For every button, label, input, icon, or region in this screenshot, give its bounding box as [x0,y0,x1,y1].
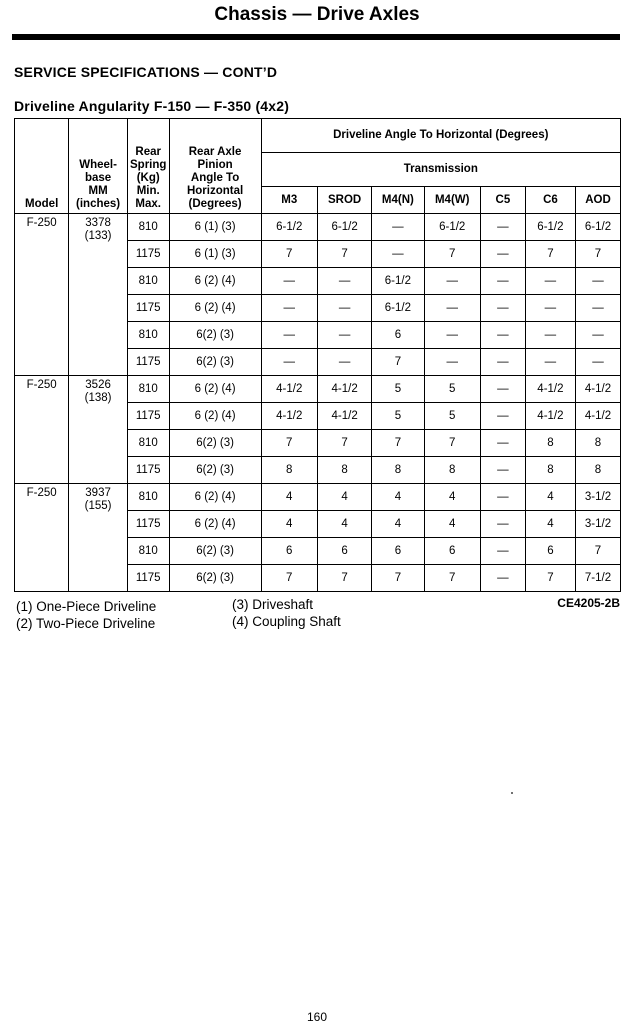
angle-cell: 7 [261,430,317,457]
spring-cell: 810 [127,376,169,403]
angle-cell: — [480,565,525,592]
angle-cell: 4-1/2 [261,403,317,430]
angle-cell: 4-1/2 [575,376,620,403]
pinion-angle-cell: 6(2) (3) [169,430,261,457]
col-header-trans-0: M3 [261,187,317,214]
angle-cell: 5 [372,376,424,403]
angle-cell: 3-1/2 [575,484,620,511]
angle-cell: 8 [424,457,480,484]
angle-cell: — [575,349,620,376]
angle-cell: — [480,295,525,322]
col-header-pinion-angle: Rear Axle Pinion Angle To Horizontal (Degrees) [169,119,261,214]
angle-cell: 8 [575,457,620,484]
pinion-angle-cell: 6 (2) (4) [169,484,261,511]
angle-cell: — [261,295,317,322]
angle-cell: 6-1/2 [372,268,424,295]
angle-cell: 7 [424,241,480,268]
pinion-angle-cell: 6(2) (3) [169,457,261,484]
pinion-angle-cell: 6 (2) (4) [169,511,261,538]
angle-cell: — [575,268,620,295]
spring-cell: 810 [127,214,169,241]
angle-cell: 7 [261,565,317,592]
col-header-wheelbase: Wheel- base MM (inches) [69,119,128,214]
wheelbase-cell [69,484,128,592]
footnote-2: (2) Two-Piece Driveline [16,616,156,631]
angle-cell: 4-1/2 [317,403,371,430]
spring-cell: 810 [127,430,169,457]
angle-cell: — [480,430,525,457]
angle-cell: — [525,349,575,376]
angle-cell: 7 [372,430,424,457]
table-row [15,376,621,403]
wheelbase-inches: (155) [84,500,112,512]
angle-cell: — [261,349,317,376]
col-header-trans-2: M4(N) [372,187,424,214]
angle-cell: 5 [424,376,480,403]
angle-cell: — [480,457,525,484]
wheelbase-cell [69,376,128,484]
angle-cell: 7 [372,565,424,592]
pinion-angle-cell: 6 (2) (4) [169,268,261,295]
angle-cell: 4 [424,484,480,511]
wheelbase-inches: (133) [84,230,112,242]
col-header-trans-3: M4(W) [424,187,480,214]
angle-cell: 7 [424,565,480,592]
angle-cell: 6-1/2 [317,214,371,241]
spring-cell: 1175 [127,295,169,322]
angle-cell: 8 [575,430,620,457]
pinion-angle-cell: 6 (1) (3) [169,214,261,241]
footnote-1: (1) One-Piece Driveline [16,599,157,614]
angle-cell: 8 [261,457,317,484]
angle-cell: 6-1/2 [525,214,575,241]
angle-cell: — [424,268,480,295]
angle-cell: 6 [261,538,317,565]
wheelbase-inches: (138) [84,392,112,404]
section-title: SERVICE SPECIFICATIONS — CONT’D [14,64,278,80]
page-title: Chassis — Drive Axles [214,4,420,25]
col-header-trans-5: C6 [525,187,575,214]
angle-cell: 4-1/2 [525,376,575,403]
footnotes-middle [232,596,341,630]
col-header-trans-6: AOD [575,187,620,214]
angle-cell: 6 [372,538,424,565]
footnotes-left [16,598,156,632]
model-cell: F-250 [15,484,69,592]
figure-code: CE4205-2B [557,596,620,610]
angle-cell: — [317,322,371,349]
angle-cell: — [575,322,620,349]
angle-cell: — [261,268,317,295]
pinion-angle-cell: 6(2) (3) [169,538,261,565]
angle-cell: — [317,268,371,295]
angle-cell: — [424,322,480,349]
col-header-trans-1: SROD [317,187,371,214]
angle-cell: — [424,295,480,322]
wheelbase-mm: 3937 [85,487,111,499]
angle-cell: — [480,349,525,376]
angle-cell: — [480,376,525,403]
col-header-driveline-angle: Driveline Angle To Horizontal (Degrees) [261,119,620,153]
angle-cell: 7 [261,241,317,268]
angle-cell: 7 [575,241,620,268]
spring-cell: 1175 [127,457,169,484]
table-title: Driveline Angularity F-150 — F-350 (4x2) [14,98,290,114]
pinion-angle-cell: 6 (1) (3) [169,241,261,268]
angle-cell: — [480,241,525,268]
spring-cell: 1175 [127,349,169,376]
angle-cell: 8 [317,457,371,484]
angle-cell: — [480,268,525,295]
spring-cell: 1175 [127,565,169,592]
table-row [15,214,621,241]
pinion-angle-cell: 6 (2) (4) [169,376,261,403]
angle-cell: — [480,538,525,565]
spring-cell: 810 [127,484,169,511]
page-number: 160 [306,1010,328,1024]
angle-cell: — [480,511,525,538]
footnote-4: (4) Coupling Shaft [232,614,341,629]
angle-cell: — [317,349,371,376]
wheelbase-mm: 3526 [85,379,111,391]
col-header-trans-4: C5 [480,187,525,214]
pinion-angle-cell: 6 (2) (4) [169,403,261,430]
angle-cell: 7 [424,430,480,457]
footnote-3: (3) Driveshaft [232,597,314,612]
angle-cell: 6 [525,538,575,565]
pinion-angle-cell: 6(2) (3) [169,322,261,349]
angle-cell: 4-1/2 [317,376,371,403]
angle-cell: — [480,322,525,349]
table-row [15,484,621,511]
spring-cell: 810 [127,268,169,295]
col-header-model: Model [15,119,69,214]
angle-cell: 4-1/2 [575,403,620,430]
angle-cell: — [480,484,525,511]
angle-cell: 7 [317,430,371,457]
angle-cell: 6-1/2 [372,295,424,322]
spring-cell: 1175 [127,403,169,430]
scan-speck [511,792,513,794]
wheelbase-mm: 3378 [85,217,111,229]
angle-cell: 6 [424,538,480,565]
angle-cell: 6 [317,538,371,565]
angle-cell: 7 [317,565,371,592]
angle-cell: 6-1/2 [261,214,317,241]
angle-cell: — [424,349,480,376]
angle-cell: 4 [261,484,317,511]
angle-cell: 7 [317,241,371,268]
angle-cell: 6-1/2 [424,214,480,241]
angle-cell: — [525,268,575,295]
angle-cell: — [575,295,620,322]
angle-cell: 6-1/2 [575,214,620,241]
spring-cell: 810 [127,538,169,565]
angle-cell: 4 [317,484,371,511]
angle-cell: 4 [372,511,424,538]
angle-cell: 4-1/2 [525,403,575,430]
header-rule [12,34,620,40]
angle-cell: 6 [372,322,424,349]
angle-cell: 7 [525,565,575,592]
driveline-angularity-table [14,118,621,592]
angle-cell: 7 [525,241,575,268]
model-cell: F-250 [15,214,69,376]
angle-cell: 8 [525,457,575,484]
angle-cell: 8 [372,457,424,484]
angle-cell: — [317,295,371,322]
angle-cell: — [372,214,424,241]
angle-cell: 4 [317,511,371,538]
spring-cell: 1175 [127,511,169,538]
pinion-angle-cell: 6(2) (3) [169,565,261,592]
angle-cell: 4 [261,511,317,538]
spring-cell: 810 [127,322,169,349]
angle-cell: — [525,295,575,322]
angle-cell: 8 [525,430,575,457]
angle-cell: 7-1/2 [575,565,620,592]
angle-cell: 4 [372,484,424,511]
col-header-transmission: Transmission [261,153,620,187]
angle-cell: 7 [575,538,620,565]
angle-cell: — [261,322,317,349]
table-body [15,214,621,592]
angle-cell: — [480,214,525,241]
angle-cell: 3-1/2 [575,511,620,538]
model-cell: F-250 [15,376,69,484]
angle-cell: — [372,241,424,268]
wheelbase-cell [69,214,128,376]
angle-cell: — [480,403,525,430]
col-header-rear-spring: Rear Spring (Kg) Min. Max. [127,119,169,214]
spring-cell: 1175 [127,241,169,268]
angle-cell: 7 [372,349,424,376]
angle-cell: — [525,322,575,349]
angle-cell: 4-1/2 [261,376,317,403]
pinion-angle-cell: 6 (2) (4) [169,295,261,322]
angle-cell: 5 [372,403,424,430]
angle-cell: 4 [424,511,480,538]
angle-cell: 5 [424,403,480,430]
pinion-angle-cell: 6(2) (3) [169,349,261,376]
angle-cell: 4 [525,484,575,511]
angle-cell: 4 [525,511,575,538]
